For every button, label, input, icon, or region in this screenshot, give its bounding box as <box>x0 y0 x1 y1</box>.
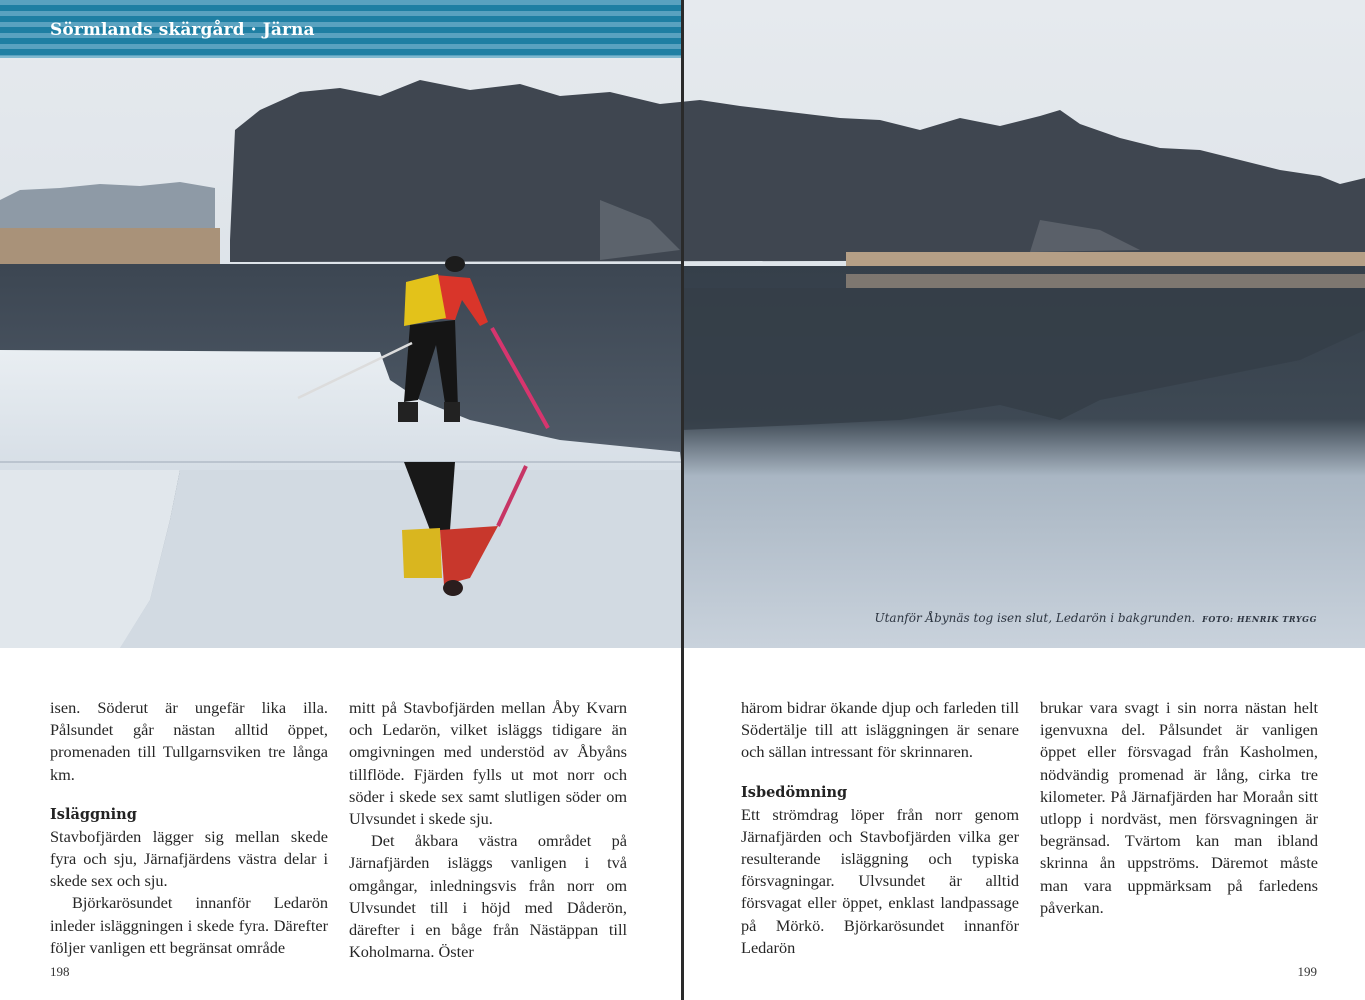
photo-caption <box>874 611 1317 625</box>
paragraph: mitt på Stavbofjärden mellan Åby Kvarn och Ledarön, vilket isläggs tidigare än omgivningen med understöd av Åbyåns tillflöde. Fjärden fylls ut mot norr och söder i skede sex samt slutligen söder om Ulvsundet i skede sju. <box>349 698 627 829</box>
paragraph: isen. Söderut är ungefär lika illa. Pålsundet går nästan alltid öppet, promenaden till Tullgarnsviken tre långa km. <box>50 698 328 784</box>
left-page-column-2 <box>349 697 627 963</box>
section-heading-islaggning: Isläggning <box>50 805 137 823</box>
paragraph: Björkarösundet innanför Ledarön inleder isläggningen i skede fyra. Därefter följer vanligen ett begränsat område <box>50 893 328 957</box>
right-page-column-1 <box>741 697 1019 959</box>
paragraph: Ett strömdrag löper från norr genom Järnafjärden och Stavbofjärden vilka ger resulterande isläggning och typiska försvagningar. Ulvsundet är alltid försvagat eller öppet, enklast landpassage på Mörkö. Björkarösundet innanför Ledarön <box>741 804 1019 957</box>
page-number-left: 198 <box>50 964 70 979</box>
paragraph: brukar vara svagt i sin norra nästan helt igenvuxna del. Pålsundet är vanligen öppet eller försvagad från Kasholmen, nödvändig promenad är lång, cirka tre kilometer. På Järnafjärden har Moraån sitt utlopp i nordväst, men försvagningen är begränsad. Tvärtom kan man ibland skrinna ån uppströms. Däremot måste man vara uppmärksam på farledens påverkan. <box>1040 698 1318 917</box>
left-page-column-1 <box>50 697 328 959</box>
chapter-header-band <box>0 0 682 58</box>
paragraph: härom bidrar ökande djup och farleden till Södertälje till att isläggningen är senare och sällan intressant för skrinnaren. <box>741 698 1019 762</box>
right-page-column-2 <box>1040 697 1318 919</box>
page-gutter <box>681 0 684 1000</box>
caption-text: Utanför Åbynäs tog isen slut, Ledarön i bakgrunden. <box>874 611 1196 625</box>
photo-credit: FOTO: HENRIK TRYGG <box>1202 614 1317 624</box>
paragraph: Det åkbara västra området på Järnafjärden isläggs vanligen i två omgångar, inledningsvis från norr om Ulvsundet till i höjd med Dåderön, därefter i en båge från Nästäppan till Koholmarna. Öster <box>349 831 627 962</box>
paragraph: Stavbofjärden lägger sig mellan skede fyra och sju, Järnafjärdens västra delar i skede sex och sju. <box>50 826 328 891</box>
section-heading-isbedomning: Isbedömning <box>741 783 848 801</box>
page-number-right: 199 <box>1297 964 1317 979</box>
chapter-title: Sörmlands skärgård · Järna <box>50 20 315 40</box>
